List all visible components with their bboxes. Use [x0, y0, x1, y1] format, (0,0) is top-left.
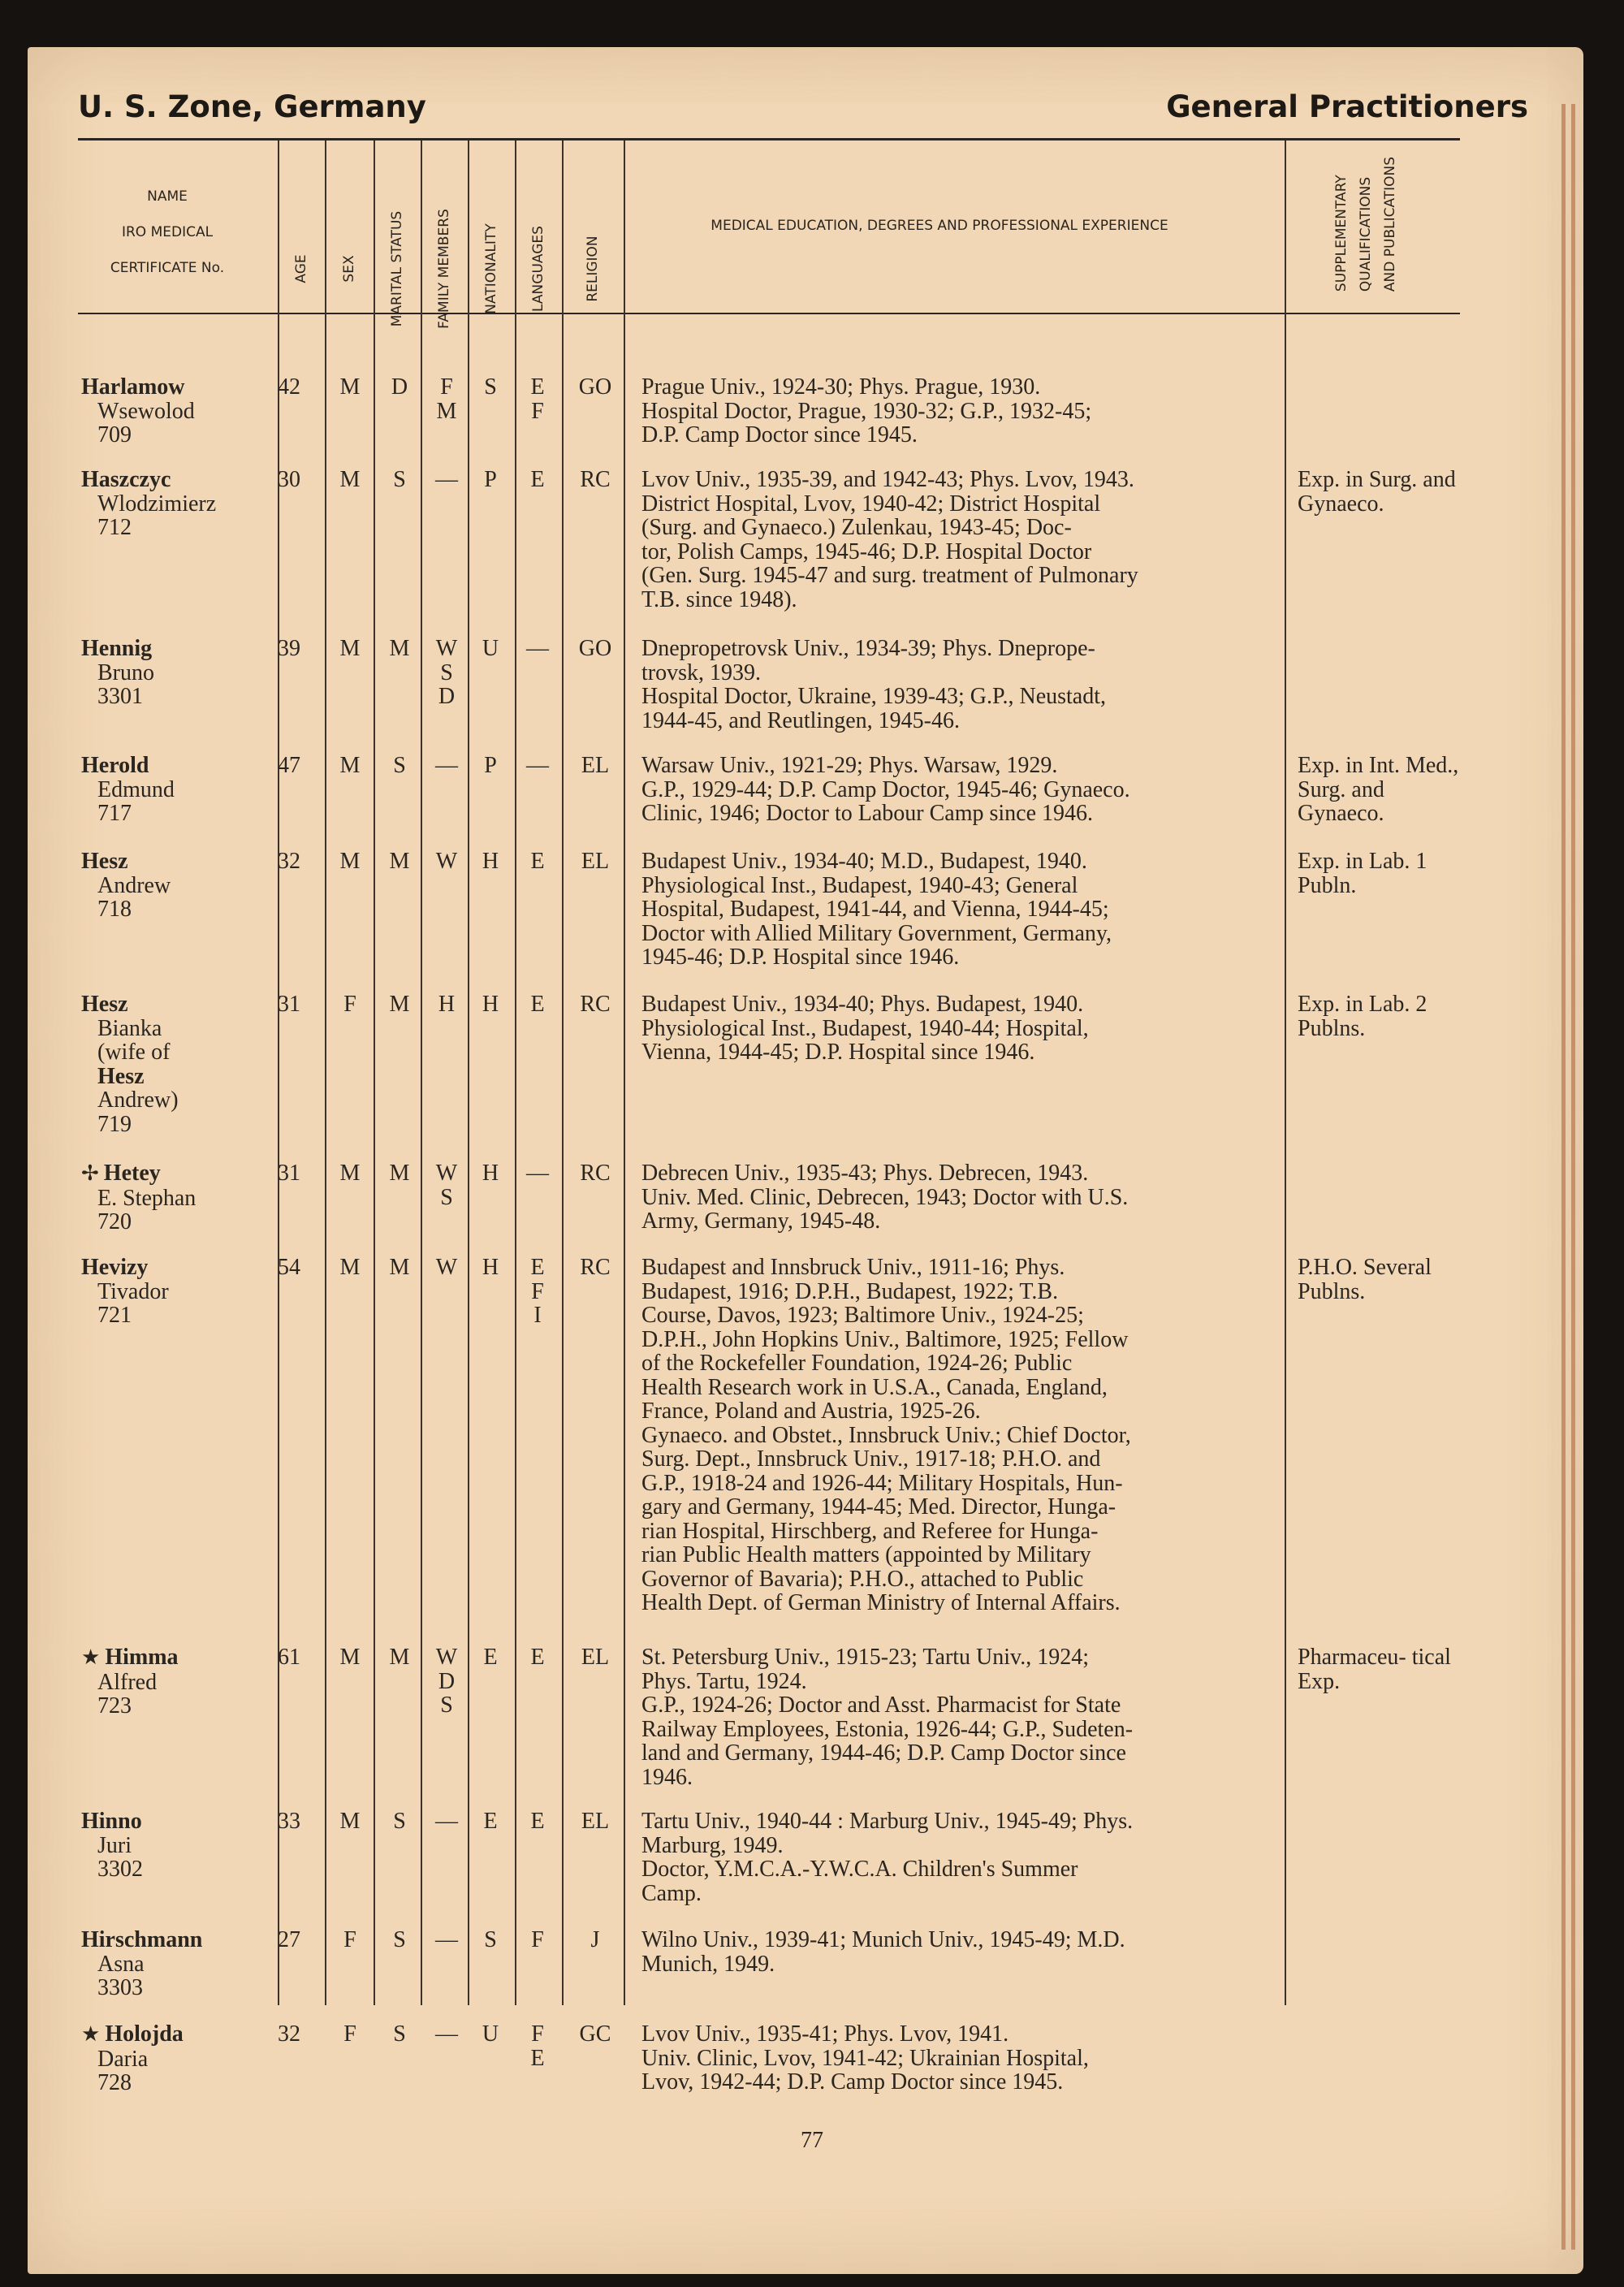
- religion-value: EL: [581, 1645, 610, 1670]
- marital-status-value: M: [389, 992, 410, 1017]
- experience-line: rian Public Health matters (appointed by Military: [641, 1542, 1091, 1567]
- experience-line: (Gen. Surg. 1945-47 and surg. treatment of Pulmonary: [641, 563, 1138, 588]
- practitioner-name: [81, 2022, 276, 2095]
- given-name: Asna: [97, 1951, 145, 1977]
- practitioner-name: [81, 637, 276, 709]
- religion-value: RC: [580, 1255, 611, 1280]
- experience-line: Health Dept. of German Ministry of Internal Affairs.: [641, 1590, 1121, 1615]
- medical-experience: [641, 637, 1275, 733]
- experience-line: 1945-46; D.P. Hospital since 1946.: [641, 945, 960, 970]
- surname: Hevizy: [81, 1255, 149, 1280]
- nationality-value: E: [483, 1809, 498, 1834]
- age-value: 31: [278, 1161, 300, 1186]
- age-value: 27: [278, 1927, 300, 1952]
- medical-experience: [641, 468, 1275, 612]
- sex-value: M: [339, 753, 361, 778]
- nationality-value: S: [484, 374, 497, 400]
- religion-value: J: [590, 1927, 600, 1952]
- certificate-number: 720: [97, 1209, 132, 1234]
- age-value: 33: [278, 1809, 300, 1834]
- surname: Haszczyc: [81, 467, 171, 492]
- star-icon: ★: [81, 1645, 101, 1670]
- medical-experience: [641, 850, 1275, 970]
- supplementary-qualifications: Exp. in Int. Med., Surg. and Gynaeco.: [1298, 753, 1459, 826]
- column-header-family-members: FAMILY MEMBERS: [436, 209, 452, 329]
- experience-line: (Surg. and Gynaeco.) Zulenkau, 1943-45; Doc-: [641, 515, 1072, 540]
- practitioner-name: [81, 468, 276, 540]
- practitioner-name: [81, 1645, 276, 1718]
- practitioner-name: [81, 992, 276, 1136]
- experience-line: Prague Univ., 1924-30; Phys. Prague, 1930.: [641, 374, 1041, 400]
- supplementary-qualifications: Exp. in Lab. 1 Publn.: [1298, 849, 1427, 898]
- languages-value: E: [530, 849, 545, 874]
- experience-line: trovsk, 1939.: [641, 659, 761, 685]
- experience-line: Gynaeco. and Obstet., Innsbruck Univ.; Chief Doctor,: [641, 1422, 1131, 1448]
- age-value: 30: [278, 467, 300, 492]
- given-name: Tivador: [97, 1278, 169, 1304]
- nationality-value: E: [483, 1645, 498, 1670]
- page-number: 77: [801, 2128, 823, 2153]
- nationality-value: P: [484, 467, 497, 492]
- surname: Holojda: [105, 2021, 184, 2047]
- experience-line: Budapest and Innsbruck Univ., 1911-16; Phys.: [641, 1255, 1065, 1280]
- marital-status-value: M: [389, 636, 410, 661]
- certificate-number: 728: [97, 2070, 132, 2095]
- surname: Hetey: [103, 1161, 161, 1186]
- surname: Himma: [105, 1645, 179, 1670]
- sex-value: M: [339, 1645, 361, 1670]
- wife-note: Andrew): [97, 1087, 179, 1113]
- religion-value: EL: [581, 1809, 610, 1834]
- certificate-number: 3302: [97, 1857, 143, 1882]
- star-icon: ★: [81, 2022, 101, 2047]
- nationality-value: U: [482, 636, 499, 661]
- practitioner-name: [81, 1256, 276, 1328]
- experience-line: Course, Davos, 1923; Baltimore Univ., 1924-25;: [641, 1303, 1084, 1328]
- column-header-age: AGE: [293, 254, 309, 283]
- medical-experience: [641, 992, 1275, 1065]
- supplementary-qualifications: Exp. in Lab. 2 Publns.: [1298, 992, 1427, 1041]
- surname: Harlamow: [81, 374, 185, 400]
- medical-experience: [641, 2022, 1275, 2095]
- marital-status-value: M: [389, 1645, 410, 1670]
- age-value: 54: [278, 1255, 300, 1280]
- wife-note: (wife of: [97, 1040, 171, 1065]
- column-header-sex: SEX: [341, 255, 357, 283]
- certificate-number: 709: [97, 422, 132, 447]
- experience-line: Hospital, Budapest, 1941-44, and Vienna, 1944-45;: [641, 897, 1109, 922]
- nationality-value: S: [484, 1927, 497, 1952]
- experience-line: G.P., 1924-26; Doctor and Asst. Pharmacist for State: [641, 1693, 1121, 1718]
- experience-line: Debrecen Univ., 1935-43; Phys. Debrecen, 1943.: [641, 1161, 1089, 1186]
- experience-line: Univ. Med. Clinic, Debrecen, 1943; Doctor with U.S.: [641, 1184, 1129, 1210]
- medical-experience: [641, 754, 1275, 826]
- medical-experience: [641, 1161, 1275, 1234]
- experience-line: Governor of Bavaria); P.H.O., attached to Public: [641, 1566, 1084, 1592]
- experience-line: tor, Polish Camps, 1945-46; D.P. Hospital Doctor: [641, 538, 1092, 564]
- experience-line: Camp.: [641, 1880, 702, 1906]
- given-name: Juri: [97, 1832, 132, 1858]
- given-name: Wsewolod: [97, 398, 195, 424]
- experience-line: Dnepropetrovsk Univ., 1934-39; Phys. Dneprope-: [641, 636, 1095, 661]
- sex-value: F: [343, 1927, 356, 1952]
- languages-value: —: [526, 636, 549, 661]
- experience-line: of the Rockefeller Foundation, 1924-26; Public: [641, 1351, 1073, 1376]
- sex-value: M: [339, 1809, 361, 1834]
- experience-line: Doctor with Allied Military Government, Germany,: [641, 920, 1112, 946]
- experience-line: District Hospital, Lvov, 1940-42; District Hospital: [641, 491, 1101, 517]
- family-members-value: W: [435, 849, 458, 874]
- given-name: E. Stephan: [97, 1185, 197, 1211]
- experience-line: Army, Germany, 1945-48.: [641, 1208, 881, 1234]
- experience-line: Doctor, Y.M.C.A.-Y.W.C.A. Children's Summer: [641, 1857, 1078, 1882]
- supplementary-qualifications: Exp. in Surg. and Gynaeco.: [1298, 467, 1456, 517]
- experience-line: T.B. since 1948).: [641, 586, 797, 612]
- given-name: Andrew: [97, 872, 171, 898]
- nationality-value: P: [484, 753, 497, 778]
- experience-line: Marburg, 1949.: [641, 1832, 784, 1858]
- family-members-value: W: [435, 1255, 458, 1280]
- surname: Hesz: [81, 992, 128, 1017]
- marital-status-value: M: [389, 849, 410, 874]
- experience-line: Wilno Univ., 1939-41; Munich Univ., 1945-49; M.D.: [641, 1927, 1125, 1952]
- surname: Hennig: [81, 636, 153, 661]
- languages-value: E: [530, 992, 545, 1017]
- religion-value: RC: [580, 467, 611, 492]
- certificate-number: 3303: [97, 1975, 143, 2000]
- marital-status-value: S: [393, 467, 406, 492]
- age-value: 32: [278, 2021, 300, 2047]
- family-members-value: W S: [435, 1161, 458, 1210]
- marital-status-value: S: [393, 1927, 406, 1952]
- nationality-value: H: [482, 849, 499, 874]
- experience-line: Lvov, 1942-44; D.P. Camp Doctor since 1945.: [641, 2069, 1064, 2095]
- sex-value: M: [339, 374, 361, 400]
- experience-line: G.P., 1918-24 and 1926-44; Military Hospitals, Hun-: [641, 1470, 1123, 1496]
- experience-line: 1944-45, and Reutlingen, 1945-46.: [641, 707, 960, 733]
- sex-value: F: [343, 2021, 356, 2047]
- religion-value: RC: [580, 992, 611, 1017]
- column-header-marital-status: MARITAL STATUS: [389, 210, 405, 327]
- marital-status-value: S: [393, 1809, 406, 1834]
- star-icon: ✢: [81, 1161, 99, 1186]
- family-members-value: —: [435, 467, 458, 492]
- experience-line: St. Petersburg Univ., 1915-23; Tartu Univ., 1924;: [641, 1645, 1090, 1670]
- surname: Hinno: [81, 1809, 142, 1834]
- age-value: 47: [278, 753, 300, 778]
- column-header-name: NAME IRO MEDICAL CERTIFICATE No.: [110, 188, 225, 276]
- languages-value: E: [530, 1645, 545, 1670]
- nationality-value: H: [482, 992, 499, 1017]
- certificate-number: 718: [97, 897, 132, 922]
- medical-experience: [641, 1645, 1275, 1789]
- marital-status-value: M: [389, 1161, 410, 1186]
- column-header-languages: LANGUAGES: [530, 226, 546, 312]
- experience-line: Physiological Inst., Budapest, 1940-44; Hospital,: [641, 1015, 1089, 1041]
- surname: Hesz: [81, 849, 128, 874]
- languages-value: E: [530, 467, 545, 492]
- experience-line: Railway Employees, Estonia, 1926-44; G.P., Sudeten-: [641, 1716, 1134, 1742]
- experience-line: Physiological Inst., Budapest, 1940-43; General: [641, 872, 1078, 898]
- certificate-number: 717: [97, 801, 132, 826]
- sex-value: M: [339, 1255, 361, 1280]
- family-members-value: —: [435, 1809, 458, 1834]
- languages-value: —: [526, 1161, 549, 1186]
- given-name: Bruno: [97, 659, 154, 685]
- running-header-left: U. S. Zone, Germany: [78, 89, 426, 124]
- practitioner-name: [81, 754, 276, 826]
- sex-value: M: [339, 849, 361, 874]
- certificate-number: 3301: [97, 684, 143, 709]
- medical-experience: [641, 375, 1275, 447]
- experience-line: Hospital Doctor, Ukraine, 1939-43; G.P., Neustadt,: [641, 684, 1107, 709]
- languages-value: F E: [530, 2021, 545, 2071]
- languages-value: E F: [530, 374, 545, 424]
- family-members-value: F M: [436, 374, 457, 424]
- surname: Hirschmann: [81, 1927, 203, 1952]
- religion-value: EL: [581, 849, 610, 874]
- given-name: Daria: [97, 2046, 149, 2072]
- sex-value: F: [343, 992, 356, 1017]
- experience-line: G.P., 1929-44; D.P. Camp Doctor, 1945-46; Gynaeco.: [641, 776, 1130, 802]
- certificate-number: 712: [97, 515, 132, 540]
- experience-line: Hospital Doctor, Prague, 1930-32; G.P., 1932-45;: [641, 398, 1092, 424]
- experience-line: Budapest Univ., 1934-40; Phys. Budapest, 1940.: [641, 992, 1084, 1017]
- family-members-value: W S D: [435, 636, 458, 709]
- given-name: Alfred: [97, 1669, 158, 1695]
- medical-experience: [641, 1809, 1275, 1905]
- family-members-value: H: [438, 992, 456, 1017]
- sex-value: M: [339, 636, 361, 661]
- marital-status-value: M: [389, 1255, 410, 1280]
- given-name: Bianka: [97, 1015, 162, 1041]
- family-members-value: —: [435, 753, 458, 778]
- sex-value: M: [339, 467, 361, 492]
- running-header-right: General Practitioners: [1166, 89, 1528, 124]
- religion-value: GC: [579, 2021, 611, 2047]
- practitioner-name: [81, 1928, 276, 2000]
- age-value: 42: [278, 374, 300, 400]
- certificate-number: 723: [97, 1693, 132, 1718]
- experience-line: land and Germany, 1944-46; D.P. Camp Doctor since: [641, 1740, 1126, 1766]
- column-header-nationality: NATIONALITY: [483, 223, 499, 314]
- marital-status-value: S: [393, 2021, 406, 2047]
- religion-value: RC: [580, 1161, 611, 1186]
- experience-line: Phys. Tartu, 1924.: [641, 1668, 807, 1694]
- experience-line: Munich, 1949.: [641, 1951, 775, 1977]
- experience-line: Vienna, 1944-45; D.P. Hospital since 1946.: [641, 1040, 1035, 1065]
- languages-value: F: [531, 1927, 544, 1952]
- marital-status-value: S: [393, 753, 406, 778]
- experience-line: Surg. Dept., Innsbruck Univ., 1917-18; P.H.O. and: [641, 1446, 1101, 1472]
- column-header-supplementary: SUPPLEMENTARY QUALIFICATIONS AND PUBLICATIONS: [1333, 156, 1398, 292]
- experience-line: D.P.H., John Hopkins Univ., Baltimore, 1925; Fellow: [641, 1326, 1129, 1352]
- experience-line: Univ. Clinic, Lvov, 1941-42; Ukrainian Hospital,: [641, 2045, 1089, 2071]
- nationality-value: H: [482, 1255, 499, 1280]
- medical-experience: [641, 1928, 1275, 1976]
- languages-value: E: [530, 1809, 545, 1834]
- certificate-number: 721: [97, 1303, 132, 1328]
- experience-line: Clinic, 1946; Doctor to Labour Camp since 1946.: [641, 801, 1094, 826]
- languages-value: E F I: [530, 1255, 545, 1328]
- experience-line: Health Research work in U.S.A., Canada, England,: [641, 1374, 1108, 1400]
- experience-line: Budapest, 1916; D.P.H., Budapest, 1922; T.B.: [641, 1278, 1059, 1304]
- practitioner-name: [81, 1161, 276, 1234]
- surname: Herold: [81, 753, 149, 778]
- practitioner-name: [81, 850, 276, 922]
- supplementary-qualifications: Pharmaceu- tical Exp.: [1298, 1645, 1451, 1694]
- nationality-value: H: [482, 1161, 499, 1186]
- family-members-value: —: [435, 2021, 458, 2047]
- column-header-medical-education: MEDICAL EDUCATION, DEGREES AND PROFESSIONAL EXPERIENCE: [710, 218, 1168, 234]
- marital-status-value: D: [391, 374, 408, 400]
- given-name: Edmund: [97, 776, 175, 802]
- medical-experience: [641, 1256, 1275, 1615]
- age-value: 32: [278, 849, 300, 874]
- languages-value: —: [526, 753, 549, 778]
- experience-line: Lvov Univ., 1935-41; Phys. Lvov, 1941.: [641, 2021, 1009, 2047]
- age-value: 39: [278, 636, 300, 661]
- experience-line: Budapest Univ., 1934-40; M.D., Budapest, 1940.: [641, 849, 1087, 874]
- age-value: 61: [278, 1645, 300, 1670]
- experience-line: France, Poland and Austria, 1925-26.: [641, 1399, 981, 1424]
- experience-line: Warsaw Univ., 1921-29; Phys. Warsaw, 1929.: [641, 753, 1058, 778]
- experience-line: Tartu Univ., 1940-44 : Marburg Univ., 1945-49; Phys.: [641, 1809, 1134, 1834]
- given-name: Wlodzimierz: [97, 491, 217, 517]
- sex-value: M: [339, 1161, 361, 1186]
- religion-value: GO: [578, 636, 612, 661]
- nationality-value: U: [482, 2021, 499, 2047]
- experience-line: D.P. Camp Doctor since 1945.: [641, 422, 918, 447]
- age-value: 31: [278, 992, 300, 1017]
- experience-line: Lvov Univ., 1935-39, and 1942-43; Phys. Lvov, 1943.: [641, 467, 1134, 492]
- wife-note: Hesz: [97, 1063, 145, 1089]
- practitioner-name: [81, 1809, 276, 1882]
- experience-line: gary and Germany, 1944-45; Med. Director, Hunga-: [641, 1494, 1116, 1520]
- religion-value: GO: [578, 374, 612, 400]
- experience-line: rian Hospital, Hirschberg, and Referee for Hunga-: [641, 1518, 1099, 1544]
- certificate-number: 719: [97, 1111, 132, 1137]
- family-members-value: W D S: [435, 1645, 458, 1718]
- column-header-religion: RELIGION: [585, 236, 601, 302]
- practitioner-name: [81, 375, 276, 447]
- experience-line: 1946.: [641, 1764, 693, 1790]
- family-members-value: —: [435, 1927, 458, 1952]
- religion-value: EL: [581, 753, 610, 778]
- supplementary-qualifications: P.H.O. Several Publns.: [1298, 1255, 1432, 1304]
